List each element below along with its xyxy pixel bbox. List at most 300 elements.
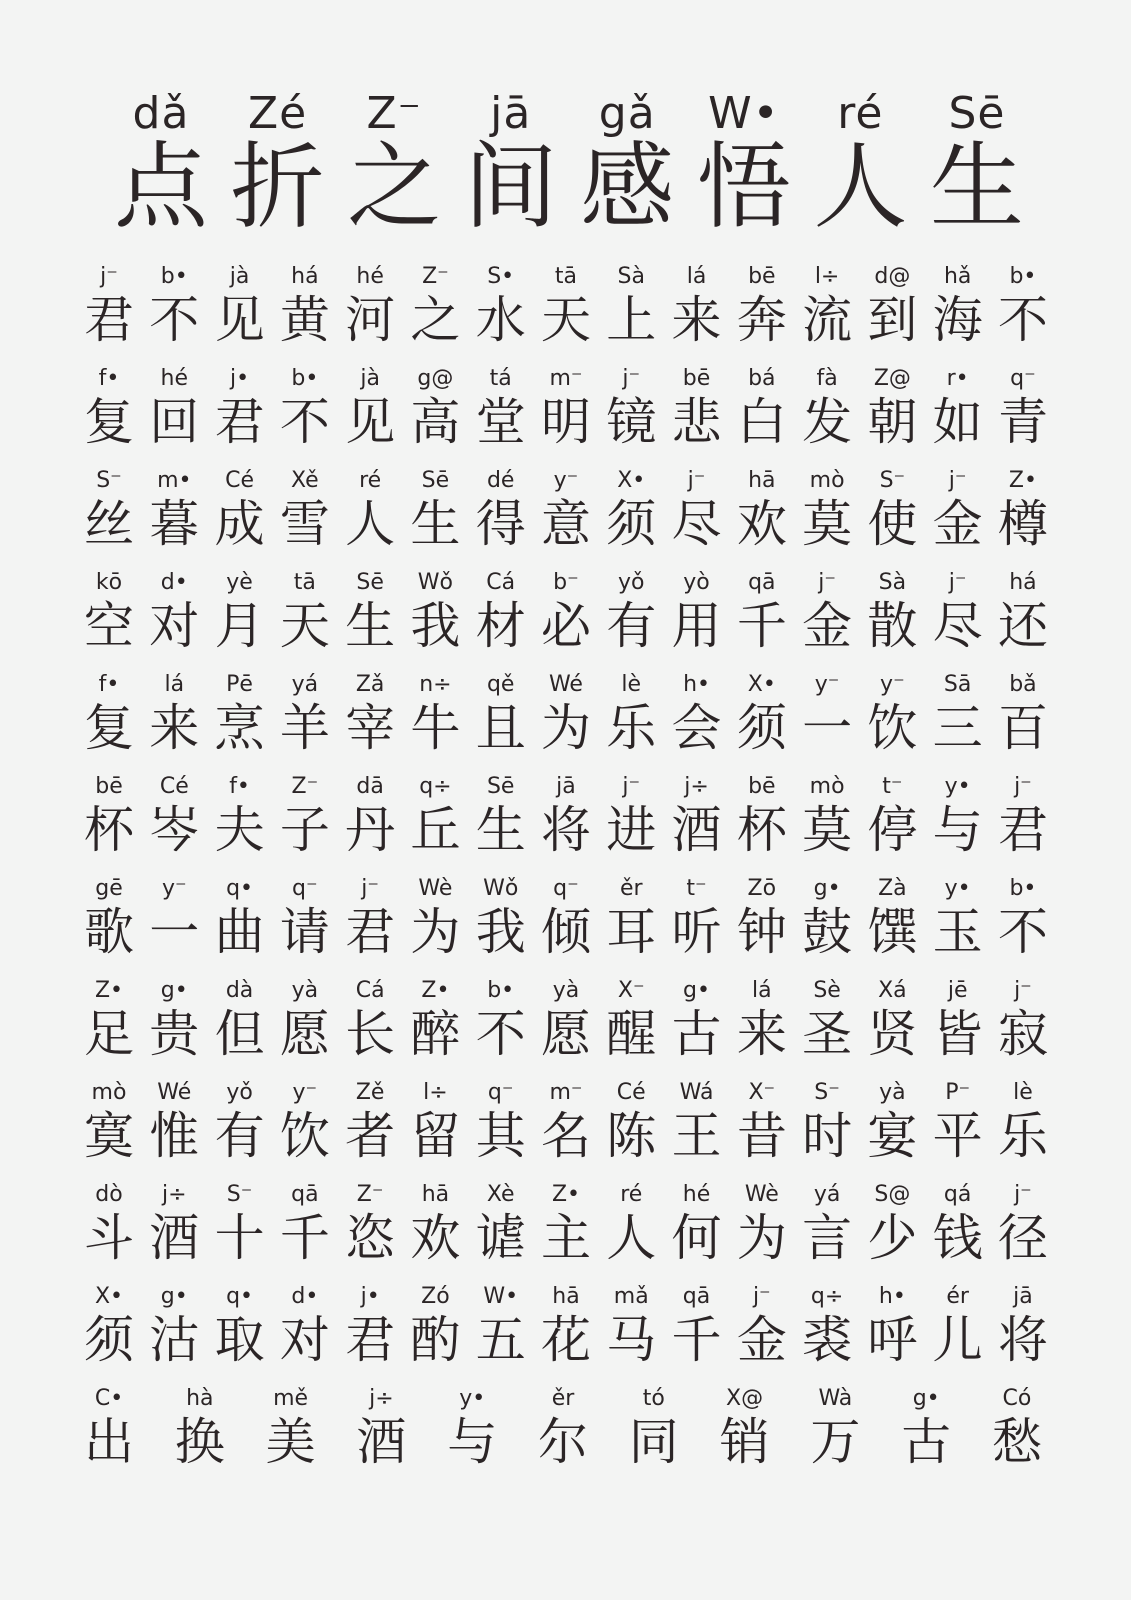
poem-cell (897, 1384, 955, 1486)
pinyin-label: Z• (94, 978, 124, 1003)
poem-character: 生 (475, 801, 526, 859)
poem-cell (341, 364, 399, 466)
poem-cell (537, 262, 595, 364)
poem-character: 岑 (149, 801, 200, 859)
poem-character: 有 (214, 1107, 265, 1165)
poem-cell (80, 1180, 138, 1282)
poem-character: 欢 (410, 1209, 461, 1267)
title-pinyin: jā (490, 88, 532, 139)
poem-cell (668, 262, 726, 364)
pinyin-label: j⁻ (818, 570, 836, 595)
pinyin-label: S⁻ (814, 1080, 840, 1105)
poem-character: 须 (84, 1311, 134, 1369)
poem-cell (863, 262, 921, 364)
poem-cell (929, 262, 987, 364)
poem-cell (798, 1180, 856, 1282)
poem-character: 愿 (540, 1005, 591, 1063)
poem-cell (625, 1384, 683, 1486)
poem-cell (145, 1282, 203, 1384)
poem-character: 且 (475, 699, 526, 757)
pinyin-label: Wè (418, 876, 453, 901)
poem-cell (145, 1180, 203, 1282)
poem-character: 少 (867, 1209, 918, 1267)
pinyin-label: y• (459, 1386, 486, 1411)
poem-character: 见 (214, 291, 265, 349)
poem-cell (406, 772, 464, 874)
pinyin-label: S⁻ (96, 468, 122, 493)
poem-cell (341, 568, 399, 670)
pinyin-label: X⁻ (748, 1080, 776, 1105)
pinyin-label: t⁻ (686, 876, 707, 901)
pinyin-label: Z⁻ (291, 774, 319, 799)
poem-character: 君 (214, 393, 265, 451)
title-cell (921, 88, 1033, 242)
pinyin-label: yǒ (226, 1080, 253, 1105)
poem-cell (668, 1282, 726, 1384)
poem-character: 王 (671, 1107, 722, 1165)
poem-row (80, 1180, 1052, 1282)
poem-character: 杯 (84, 801, 134, 859)
poem-character: 君 (345, 903, 396, 961)
poem-character: 丝 (84, 495, 134, 553)
pinyin-label: Cé (159, 774, 189, 799)
poem-character: 子 (279, 801, 330, 859)
poem-cell (863, 976, 921, 1078)
poem-character: 平 (932, 1107, 983, 1165)
poem-cell (406, 262, 464, 364)
pinyin-label: d• (291, 1284, 319, 1309)
poem-character: 其 (475, 1107, 526, 1165)
pinyin-label: qā (291, 1182, 319, 1207)
poem-character: 使 (867, 495, 918, 553)
title-character: 折 (230, 133, 325, 242)
poem-cell (341, 976, 399, 1078)
pinyin-label: n÷ (419, 672, 452, 697)
pinyin-label: Zà (878, 876, 907, 901)
poem-character: 百 (997, 699, 1048, 757)
poem-cell (341, 670, 399, 772)
pinyin-label: dé (486, 468, 515, 493)
pinyin-label: b• (160, 264, 188, 289)
pinyin-label: j• (230, 366, 250, 391)
poem-character: 黄 (279, 291, 330, 349)
poem-cell (145, 976, 203, 1078)
poem-cell (994, 976, 1052, 1078)
poem-character: 尽 (932, 597, 983, 655)
poem-character: 万 (810, 1413, 861, 1471)
pinyin-label: lè (1013, 1080, 1033, 1105)
poem-cell (733, 772, 791, 874)
poem-cell (211, 568, 269, 670)
pinyin-label: bē (748, 264, 776, 289)
poem-character: 圣 (802, 1005, 853, 1063)
poem-character: 不 (997, 291, 1048, 349)
poem-cell (341, 466, 399, 568)
poem-cell (668, 568, 726, 670)
poem-row (80, 568, 1052, 670)
pinyin-label: j⁻ (752, 1284, 771, 1309)
pinyin-label: f• (229, 774, 250, 799)
poem-cell (472, 1078, 530, 1180)
poem-cell (145, 874, 203, 976)
poem-cell (798, 262, 856, 364)
pinyin-label: Sā (943, 672, 972, 697)
poem-character: 千 (736, 597, 787, 655)
poem-cell (406, 874, 464, 976)
poem-character: 鼓 (802, 903, 853, 961)
pinyin-label: há (1009, 570, 1037, 595)
pinyin-label: g@ (417, 366, 454, 391)
pinyin-label: X• (94, 1284, 124, 1309)
poem-character: 为 (540, 699, 591, 757)
pinyin-label: Cé (616, 1080, 646, 1105)
poem-character: 到 (867, 291, 918, 349)
pinyin-label: hā (748, 468, 776, 493)
poem-cell (668, 976, 726, 1078)
pinyin-label: Zǎ (355, 672, 385, 697)
poem-cell (994, 670, 1052, 772)
pinyin-label: X• (747, 672, 776, 697)
poem-character: 裘 (802, 1311, 853, 1369)
pinyin-label: Cá (486, 570, 516, 595)
poem-cell (668, 1078, 726, 1180)
poem-row (80, 874, 1052, 976)
poem-character: 君 (997, 801, 1048, 859)
pinyin-label: C• (94, 1386, 124, 1411)
poem-character: 者 (345, 1107, 396, 1165)
poem-character: 来 (736, 1005, 787, 1063)
poem-character: 千 (279, 1209, 330, 1267)
poem-character: 海 (932, 291, 983, 349)
poem-cell (863, 1078, 921, 1180)
poem-cell (537, 772, 595, 874)
poem-cell (602, 976, 660, 1078)
poem-character: 河 (345, 291, 396, 349)
poem-character: 欢 (736, 495, 787, 553)
poem-row (80, 1078, 1052, 1180)
pinyin-label: Wé (157, 1080, 192, 1105)
poem-cell (341, 874, 399, 976)
pinyin-label: Pē (226, 672, 253, 697)
poem-character: 酒 (356, 1413, 407, 1471)
poem-character: 言 (802, 1209, 853, 1267)
poem-cell (276, 1282, 334, 1384)
poem-character: 牛 (410, 699, 461, 757)
poem-character: 材 (475, 597, 526, 655)
pinyin-label: q⁻ (553, 876, 579, 901)
pinyin-label: yò (683, 570, 710, 595)
pinyin-label: q• (226, 1284, 254, 1309)
poem-cell (80, 670, 138, 772)
poem-character: 陈 (606, 1107, 657, 1165)
poem-character: 成 (214, 495, 265, 553)
poem-character: 对 (149, 597, 200, 655)
poem-cell (537, 874, 595, 976)
poem-cell (171, 1384, 229, 1486)
pinyin-label: jā (1013, 1284, 1033, 1309)
poem-character: 不 (997, 903, 1048, 961)
poem-character: 不 (279, 393, 330, 451)
title-character: 人 (813, 133, 908, 242)
poem-row (80, 1282, 1052, 1384)
poem-character: 悲 (671, 393, 722, 451)
poem-cell (443, 1384, 501, 1486)
poem-character: 一 (802, 699, 853, 757)
poem-character: 君 (84, 291, 134, 349)
poem-character: 饮 (279, 1107, 330, 1165)
poem-character: 不 (475, 1005, 526, 1063)
poem-cell (472, 874, 530, 976)
poem-cell (602, 568, 660, 670)
poem-character: 千 (671, 1311, 722, 1369)
poem-character: 意 (540, 495, 591, 553)
poem-cell (602, 466, 660, 568)
poem-cell (929, 976, 987, 1078)
title-character: 之 (347, 133, 442, 242)
pinyin-label: b• (1009, 264, 1037, 289)
pinyin-label: Z⁻ (356, 1182, 384, 1207)
pinyin-label: qā (748, 570, 776, 595)
poem-character: 得 (475, 495, 526, 553)
title-cell (338, 88, 450, 242)
poem-character: 恣 (345, 1209, 396, 1267)
poem-character: 如 (932, 393, 983, 451)
poem-character: 取 (214, 1311, 265, 1369)
pinyin-label: l÷ (814, 264, 840, 289)
poem-cell (406, 670, 464, 772)
poem-cell (472, 364, 530, 466)
poem-cell (276, 1180, 334, 1282)
poem-cell (145, 772, 203, 874)
pinyin-label: lá (164, 672, 185, 697)
pinyin-label: Xá (878, 978, 907, 1003)
pinyin-label: Sè (813, 978, 841, 1003)
poem-cell (733, 976, 791, 1078)
poem-row (80, 262, 1052, 364)
pinyin-label: X• (617, 468, 646, 493)
pinyin-label: yà (552, 978, 580, 1003)
poem-character: 堂 (475, 393, 526, 451)
poem-cell (929, 1282, 987, 1384)
pinyin-label: y⁻ (161, 876, 187, 901)
pinyin-label: qá (943, 1182, 972, 1207)
poem-cell (472, 1282, 530, 1384)
poem-cell (798, 976, 856, 1078)
poem-character: 曲 (214, 903, 265, 961)
poem-character: 夫 (214, 801, 265, 859)
poem-cell (733, 1078, 791, 1180)
poem-character: 暮 (149, 495, 200, 553)
poem-character: 将 (997, 1311, 1048, 1369)
poem-character: 白 (736, 393, 787, 451)
pinyin-label: y⁻ (292, 1080, 318, 1105)
poem-cell (863, 874, 921, 976)
poem-cell (80, 1282, 138, 1384)
title-cell (804, 88, 916, 242)
poem-cell (211, 364, 269, 466)
pinyin-label: bē (748, 774, 776, 799)
pinyin-label: ěr (619, 876, 643, 901)
poem-cell (806, 1384, 864, 1486)
poem-cell (733, 1282, 791, 1384)
poem-character: 流 (802, 291, 853, 349)
poem-cell (863, 670, 921, 772)
poem-row (80, 1384, 1052, 1486)
pinyin-label: d@ (874, 264, 911, 289)
poem-character: 复 (84, 393, 134, 451)
poem-character: 散 (867, 597, 918, 655)
poem-cell (994, 1078, 1052, 1180)
title-pinyin: gǎ (598, 88, 656, 139)
poem-cell (472, 262, 530, 364)
poem-cell (733, 568, 791, 670)
poem-character: 主 (540, 1209, 591, 1267)
pinyin-label: ěr (551, 1386, 575, 1411)
poem-character: 高 (410, 393, 461, 451)
poem-character: 来 (671, 291, 722, 349)
pinyin-label: m• (157, 468, 192, 493)
poem-character: 与 (932, 801, 983, 859)
poem-cell (211, 1078, 269, 1180)
poem-cell (80, 772, 138, 874)
poem-cell (80, 262, 138, 364)
pinyin-label: yè (226, 570, 253, 595)
pinyin-label: y• (944, 774, 971, 799)
poem-character: 莫 (802, 801, 853, 859)
poem-cell (472, 466, 530, 568)
poem-cell (929, 670, 987, 772)
pinyin-label: j⁻ (622, 774, 641, 799)
pinyin-label: b⁻ (553, 570, 579, 595)
poem-character: 与 (447, 1413, 498, 1471)
poem-cell (798, 670, 856, 772)
pinyin-label: j⁻ (687, 468, 706, 493)
poem-character: 莫 (802, 495, 853, 553)
poem-character: 酒 (671, 801, 722, 859)
poem-character: 醒 (606, 1005, 657, 1063)
poem-cell (80, 874, 138, 976)
poem-character: 但 (214, 1005, 265, 1063)
poem-cell (276, 568, 334, 670)
title-character: 间 (463, 133, 558, 242)
poem-cell (472, 568, 530, 670)
pinyin-label: j⁻ (1014, 978, 1032, 1003)
poem-character: 回 (149, 393, 200, 451)
poem-cell (537, 466, 595, 568)
poem-character: 烹 (214, 699, 265, 757)
poem-character: 我 (475, 903, 526, 961)
pinyin-label: j⁻ (361, 876, 379, 901)
poem-character: 寂 (997, 1005, 1048, 1063)
poem-cell (668, 670, 726, 772)
title-cell (455, 88, 567, 242)
poem-character: 宰 (345, 699, 396, 757)
pinyin-label: g• (912, 1386, 940, 1411)
poem-cell (798, 772, 856, 874)
title-row (105, 88, 1033, 242)
pinyin-label: Sà (617, 264, 645, 289)
poem-cell (211, 1180, 269, 1282)
poem-character: 镜 (606, 393, 657, 451)
pinyin-label: y⁻ (880, 672, 905, 697)
pinyin-label: yá (291, 672, 319, 697)
poem-character: 耳 (606, 903, 657, 961)
poem-cell (341, 1180, 399, 1282)
poem-character: 尔 (537, 1413, 588, 1471)
pinyin-label: hé (682, 1182, 711, 1207)
poem-character: 换 (174, 1413, 225, 1471)
poem-character: 美 (265, 1413, 316, 1471)
title-cell (222, 88, 334, 242)
poem-character: 明 (540, 393, 591, 451)
poem-character: 天 (540, 291, 591, 349)
poem-cell (211, 976, 269, 1078)
poem-cell (716, 1384, 774, 1486)
pinyin-label: ér (946, 1284, 969, 1309)
pinyin-label: yá (813, 1182, 841, 1207)
poem-character: 惟 (149, 1107, 200, 1165)
pinyin-label: ré (359, 468, 382, 493)
pinyin-label: bē (682, 366, 711, 391)
poem-character: 古 (671, 1005, 722, 1063)
pinyin-label: dā (356, 774, 384, 799)
pinyin-label: Z⁻ (422, 264, 449, 289)
pinyin-label: r• (946, 366, 969, 391)
pinyin-label: Z• (421, 978, 450, 1003)
poem-character: 十 (214, 1209, 265, 1267)
poem-character: 空 (84, 597, 134, 655)
poem-character: 用 (671, 597, 722, 655)
poem-cell (537, 670, 595, 772)
poem-cell (276, 364, 334, 466)
pinyin-label: Sē (486, 774, 515, 799)
pinyin-label: X⁻ (617, 978, 645, 1003)
poem-cell (145, 670, 203, 772)
poem-cell (80, 1384, 138, 1486)
pinyin-label: j÷ (369, 1386, 394, 1411)
poem-cell (537, 976, 595, 1078)
poem-character: 之 (410, 291, 461, 349)
poem-cell (863, 568, 921, 670)
poem-cell (276, 772, 334, 874)
poem-character: 何 (671, 1209, 722, 1267)
poem-cell (733, 466, 791, 568)
pinyin-label: Sē (421, 468, 450, 493)
pinyin-label: b• (1009, 876, 1037, 901)
poem-cell (276, 466, 334, 568)
poem-character: 三 (932, 699, 983, 757)
poem-cell (80, 1078, 138, 1180)
poem-character: 古 (901, 1413, 952, 1471)
poem-cell (472, 1180, 530, 1282)
pinyin-label: hé (160, 366, 189, 391)
poem-character: 发 (802, 393, 853, 451)
pinyin-label: Sē (356, 570, 384, 595)
pinyin-label: jà (360, 366, 380, 391)
poem-character: 呼 (867, 1311, 918, 1369)
pinyin-label: Z@ (873, 366, 911, 391)
poem-character: 谑 (475, 1209, 526, 1267)
pinyin-label: g• (160, 978, 188, 1003)
pinyin-label: hā (421, 1182, 450, 1207)
poem-character: 人 (606, 1209, 657, 1267)
poem-character: 朝 (867, 393, 918, 451)
pinyin-label: h• (878, 1284, 906, 1309)
title-character: 点 (113, 133, 208, 242)
poem-character: 醉 (410, 1005, 461, 1063)
poem-character: 上 (606, 291, 657, 349)
pinyin-label: bá (748, 366, 776, 391)
